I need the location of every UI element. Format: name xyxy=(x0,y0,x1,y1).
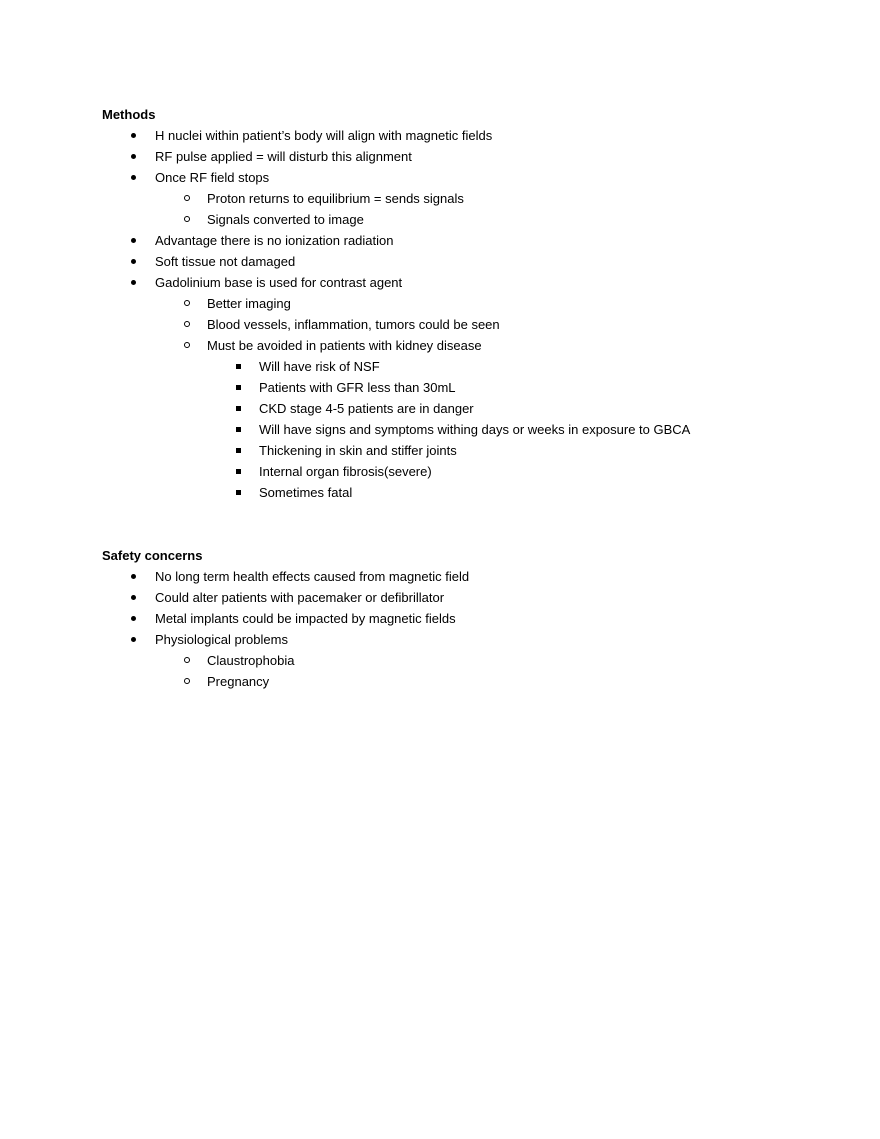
list-item-text: Pregnancy xyxy=(207,674,270,689)
list-item xyxy=(0,209,880,230)
square-bullet-icon xyxy=(236,427,241,432)
list-item xyxy=(0,671,880,692)
square-bullet-icon xyxy=(236,448,241,453)
list-item xyxy=(0,608,880,629)
list-item-text: No long term health effects caused from magnetic field xyxy=(155,569,470,584)
disc-bullet-icon xyxy=(131,133,136,138)
list-item-text: Gadolinium base is used for contrast agent xyxy=(155,275,403,290)
section-heading: Safety concerns xyxy=(102,548,203,563)
document-section xyxy=(0,104,880,503)
list-item-text: CKD stage 4-5 patients are in danger xyxy=(259,401,474,416)
list-item xyxy=(0,272,880,293)
list-item-text: Metal implants could be impacted by magnetic fields xyxy=(155,611,456,626)
disc-bullet-icon xyxy=(131,280,136,285)
list-item xyxy=(0,188,880,209)
list-item xyxy=(0,566,880,587)
square-bullet-icon xyxy=(236,469,241,474)
list-item-text: H nuclei within patient’s body will align with magnetic fields xyxy=(155,128,493,143)
list-item-text: Patients with GFR less than 30mL xyxy=(259,380,456,395)
circle-bullet-icon xyxy=(184,342,190,348)
list-item-text: Proton returns to equilibrium = sends signals xyxy=(207,191,464,206)
list-item xyxy=(0,146,880,167)
list-item-text: Thickening in skin and stiffer joints xyxy=(259,443,457,458)
document-section xyxy=(0,545,880,692)
disc-bullet-icon xyxy=(131,574,136,579)
square-bullet-icon xyxy=(236,406,241,411)
list-item-text: Physiological problems xyxy=(155,632,288,647)
list-item-text: Will have signs and symptoms withing days or weeks in exposure to GBCA xyxy=(259,422,691,437)
disc-bullet-icon xyxy=(131,154,136,159)
list-item-text: Must be avoided in patients with kidney disease xyxy=(207,338,482,353)
list-item-text: Once RF field stops xyxy=(155,170,270,185)
list-item xyxy=(0,377,762,398)
list-item xyxy=(0,335,880,356)
list-item-text: RF pulse applied = will disturb this alignment xyxy=(155,149,412,164)
list-item xyxy=(0,356,762,377)
square-bullet-icon xyxy=(236,364,241,369)
list-item-text: Better imaging xyxy=(207,296,291,311)
list-item-text: Claustrophobia xyxy=(207,653,295,668)
section-heading: Methods xyxy=(102,107,156,122)
disc-bullet-icon xyxy=(131,175,136,180)
circle-bullet-icon xyxy=(184,216,190,222)
list-item-text: Soft tissue not damaged xyxy=(155,254,296,269)
document-body xyxy=(0,104,880,692)
circle-bullet-icon xyxy=(184,657,190,663)
list-item xyxy=(0,440,762,461)
list-item-text: Internal organ fibrosis(severe) xyxy=(259,464,432,479)
list-item xyxy=(0,650,880,671)
list-item xyxy=(0,125,880,146)
list-item xyxy=(0,314,880,335)
list-item xyxy=(0,482,762,503)
square-bullet-icon xyxy=(236,385,241,390)
list-item-text: Will have risk of NSF xyxy=(259,359,380,374)
list-item xyxy=(0,461,762,482)
list-item xyxy=(0,398,762,419)
list-item-text: Advantage there is no ionization radiation xyxy=(155,233,394,248)
circle-bullet-icon xyxy=(184,321,190,327)
circle-bullet-icon xyxy=(184,300,190,306)
list-item-text: Blood vessels, inflammation, tumors could be seen xyxy=(207,317,500,332)
disc-bullet-icon xyxy=(131,595,136,600)
list-item xyxy=(0,230,880,251)
disc-bullet-icon xyxy=(131,637,136,642)
list-item-text: Sometimes fatal xyxy=(259,485,353,500)
list-item xyxy=(0,251,880,272)
list-item xyxy=(0,293,880,314)
list-item xyxy=(0,587,880,608)
list-item-text: Signals converted to image xyxy=(207,212,364,227)
list-item-text: Could alter patients with pacemaker or defibrillator xyxy=(155,590,445,605)
circle-bullet-icon xyxy=(184,195,190,201)
disc-bullet-icon xyxy=(131,259,136,264)
list-item xyxy=(0,419,762,440)
disc-bullet-icon xyxy=(131,616,136,621)
list-item xyxy=(0,629,880,650)
circle-bullet-icon xyxy=(184,678,190,684)
list-item xyxy=(0,167,880,188)
disc-bullet-icon xyxy=(131,238,136,243)
square-bullet-icon xyxy=(236,490,241,495)
